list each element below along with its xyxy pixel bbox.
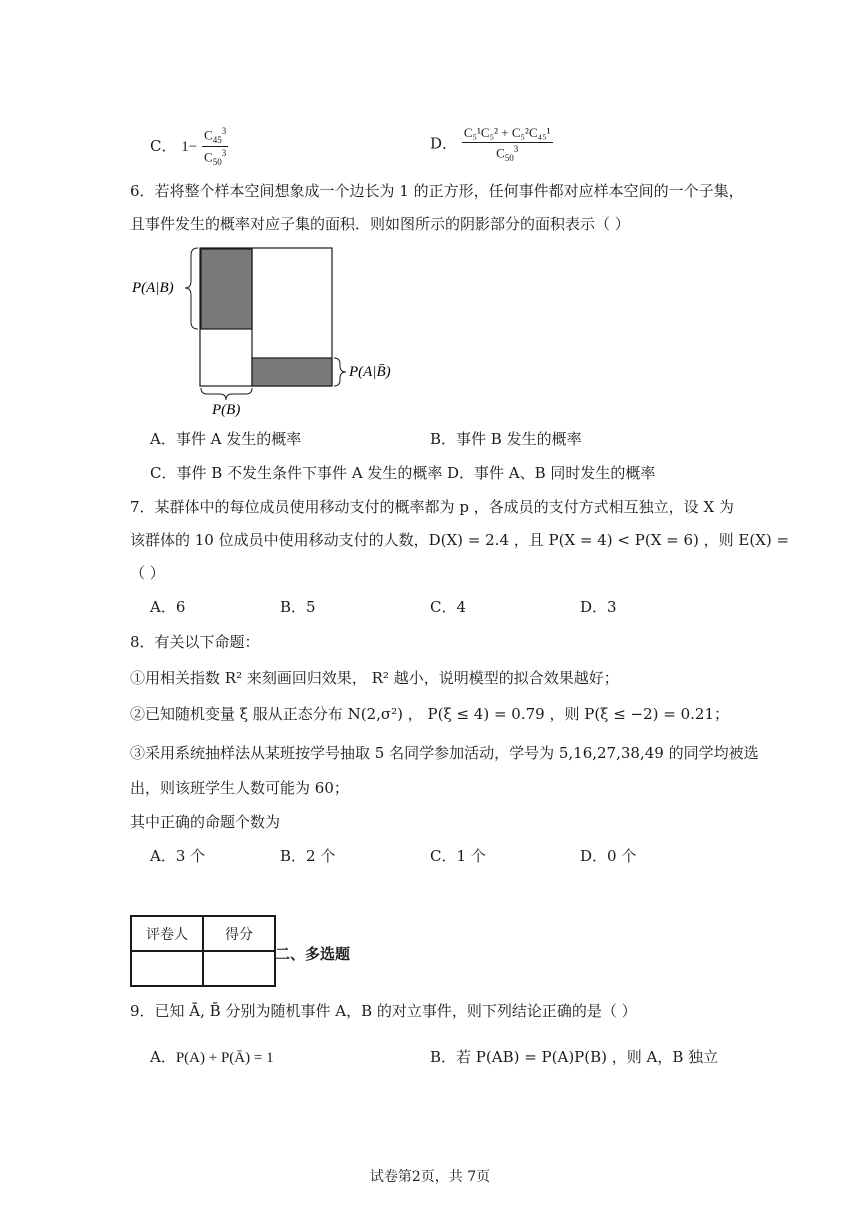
q8-option-a[interactable]: A．3 个 [150,847,206,865]
label-right: P(A|B̄) [349,364,391,380]
score-label: 得分 [203,916,275,951]
q5-option-d[interactable] [430,126,553,163]
q6-stem-line2: 且事件发生的概率对应子集的面积．则如图所示的阴影部分的面积表示（ ） [130,215,630,233]
grader-cell[interactable] [131,951,203,986]
score-cell[interactable] [203,951,275,986]
q9-option-b[interactable]: B．若 P(AB) = P(A)P(B) ，则 A，B 独立 [430,1048,719,1066]
shaded-region-left [201,249,252,329]
q6-stem-line1: 6．若将整个样本空间想象成一个边长为 1 的正方形，任何事件都对应样本空间的一个子集， [130,182,744,200]
math-prefix: 1− [181,138,198,155]
label-left: P(A|B) [132,280,174,296]
section-title: 二、多选题 [275,945,351,963]
q7-stem-line1: 7．某群体中的每位成员使用移动支付的概率都为 p ，各成员的支付方式相互独立，设 X 为 [130,498,734,516]
q8-item-1: ①用相关指数 R² 来刻画回归效果， R² 越小，说明模型的拟合效果越好； [130,669,619,687]
q8-stem-line1: 8．有关以下命题： [130,633,260,651]
option-label: C． [150,136,177,155]
q8-item-3-line1: ③采用系统抽样法从某班按学号抽取 5 名同学参加活动，学号为 5,16,27,38,49 的同学均被选 [130,744,759,762]
option-label: D． [430,134,458,153]
q8-option-c[interactable]: C．1 个 [430,847,486,865]
q7-option-d[interactable]: D．3 [580,598,617,616]
shaded-region-right [252,358,332,386]
fraction: $\frac{C_{45}^3}{C_{50}^3}$ [204,126,227,168]
bottom-brace [201,388,252,400]
left-brace [185,248,198,329]
q5-option-c[interactable] [150,126,228,168]
q6-option-a[interactable]: A．事件 A 发生的概率 [150,430,302,448]
q7-stem-line2: 该群体的 10 位成员中使用移动支付的人数，D(X) = 2.4 ，且 P(X = 4) < P(X = 6) ，则 E(X) = [130,531,790,549]
q8-option-b[interactable]: B．2 个 [280,847,336,865]
q9-option-a[interactable]: A．P(A) + P(Ā) = 1 [150,1048,274,1066]
q6-option-d[interactable]: D．事件 A、B 同时发生的概率 [447,464,656,482]
q7-option-b[interactable]: B．5 [280,598,316,616]
label-bottom: P(B) [212,402,241,418]
q8-question: 其中正确的命题个数为 [130,813,281,831]
q6-option-b[interactable]: B．事件 B 发生的概率 [430,430,582,448]
q6-option-c[interactable]: C．事件 B 不发生条件下事件 A 发生的概率 [150,464,443,482]
q7-stem-line3: （ ） [130,564,165,582]
page-footer: 试卷第2页，共 7页 [369,1169,491,1185]
q7-option-a[interactable]: A．6 [150,598,186,616]
q9-stem: 9．已知 Ā, B̄ 分别为随机事件 A，B 的对立事件，则下列结论正确的是（ ） [130,1002,637,1020]
q7-option-c[interactable]: C．4 [430,598,467,616]
grader-label: 评卷人 [131,916,203,951]
q8-option-d[interactable]: D．0 个 [580,847,637,865]
right-brace [334,358,346,386]
q8-item-3-line2: 出，则该班学生人数可能为 60； [130,779,349,797]
fraction: $\frac{\text{C₅¹C₅² + C₅²C₄₅¹}}{C_{50}^3}$ [463,125,551,163]
grading-table [130,915,276,987]
q8-item-2: ②已知随机变量 ξ 服从正态分布 N(2,σ²) ， P(ξ ≤ 4) = 0.79 ，则 P(ξ ≤ −2) = 0.21； [130,705,730,723]
q6-figure [128,238,408,418]
